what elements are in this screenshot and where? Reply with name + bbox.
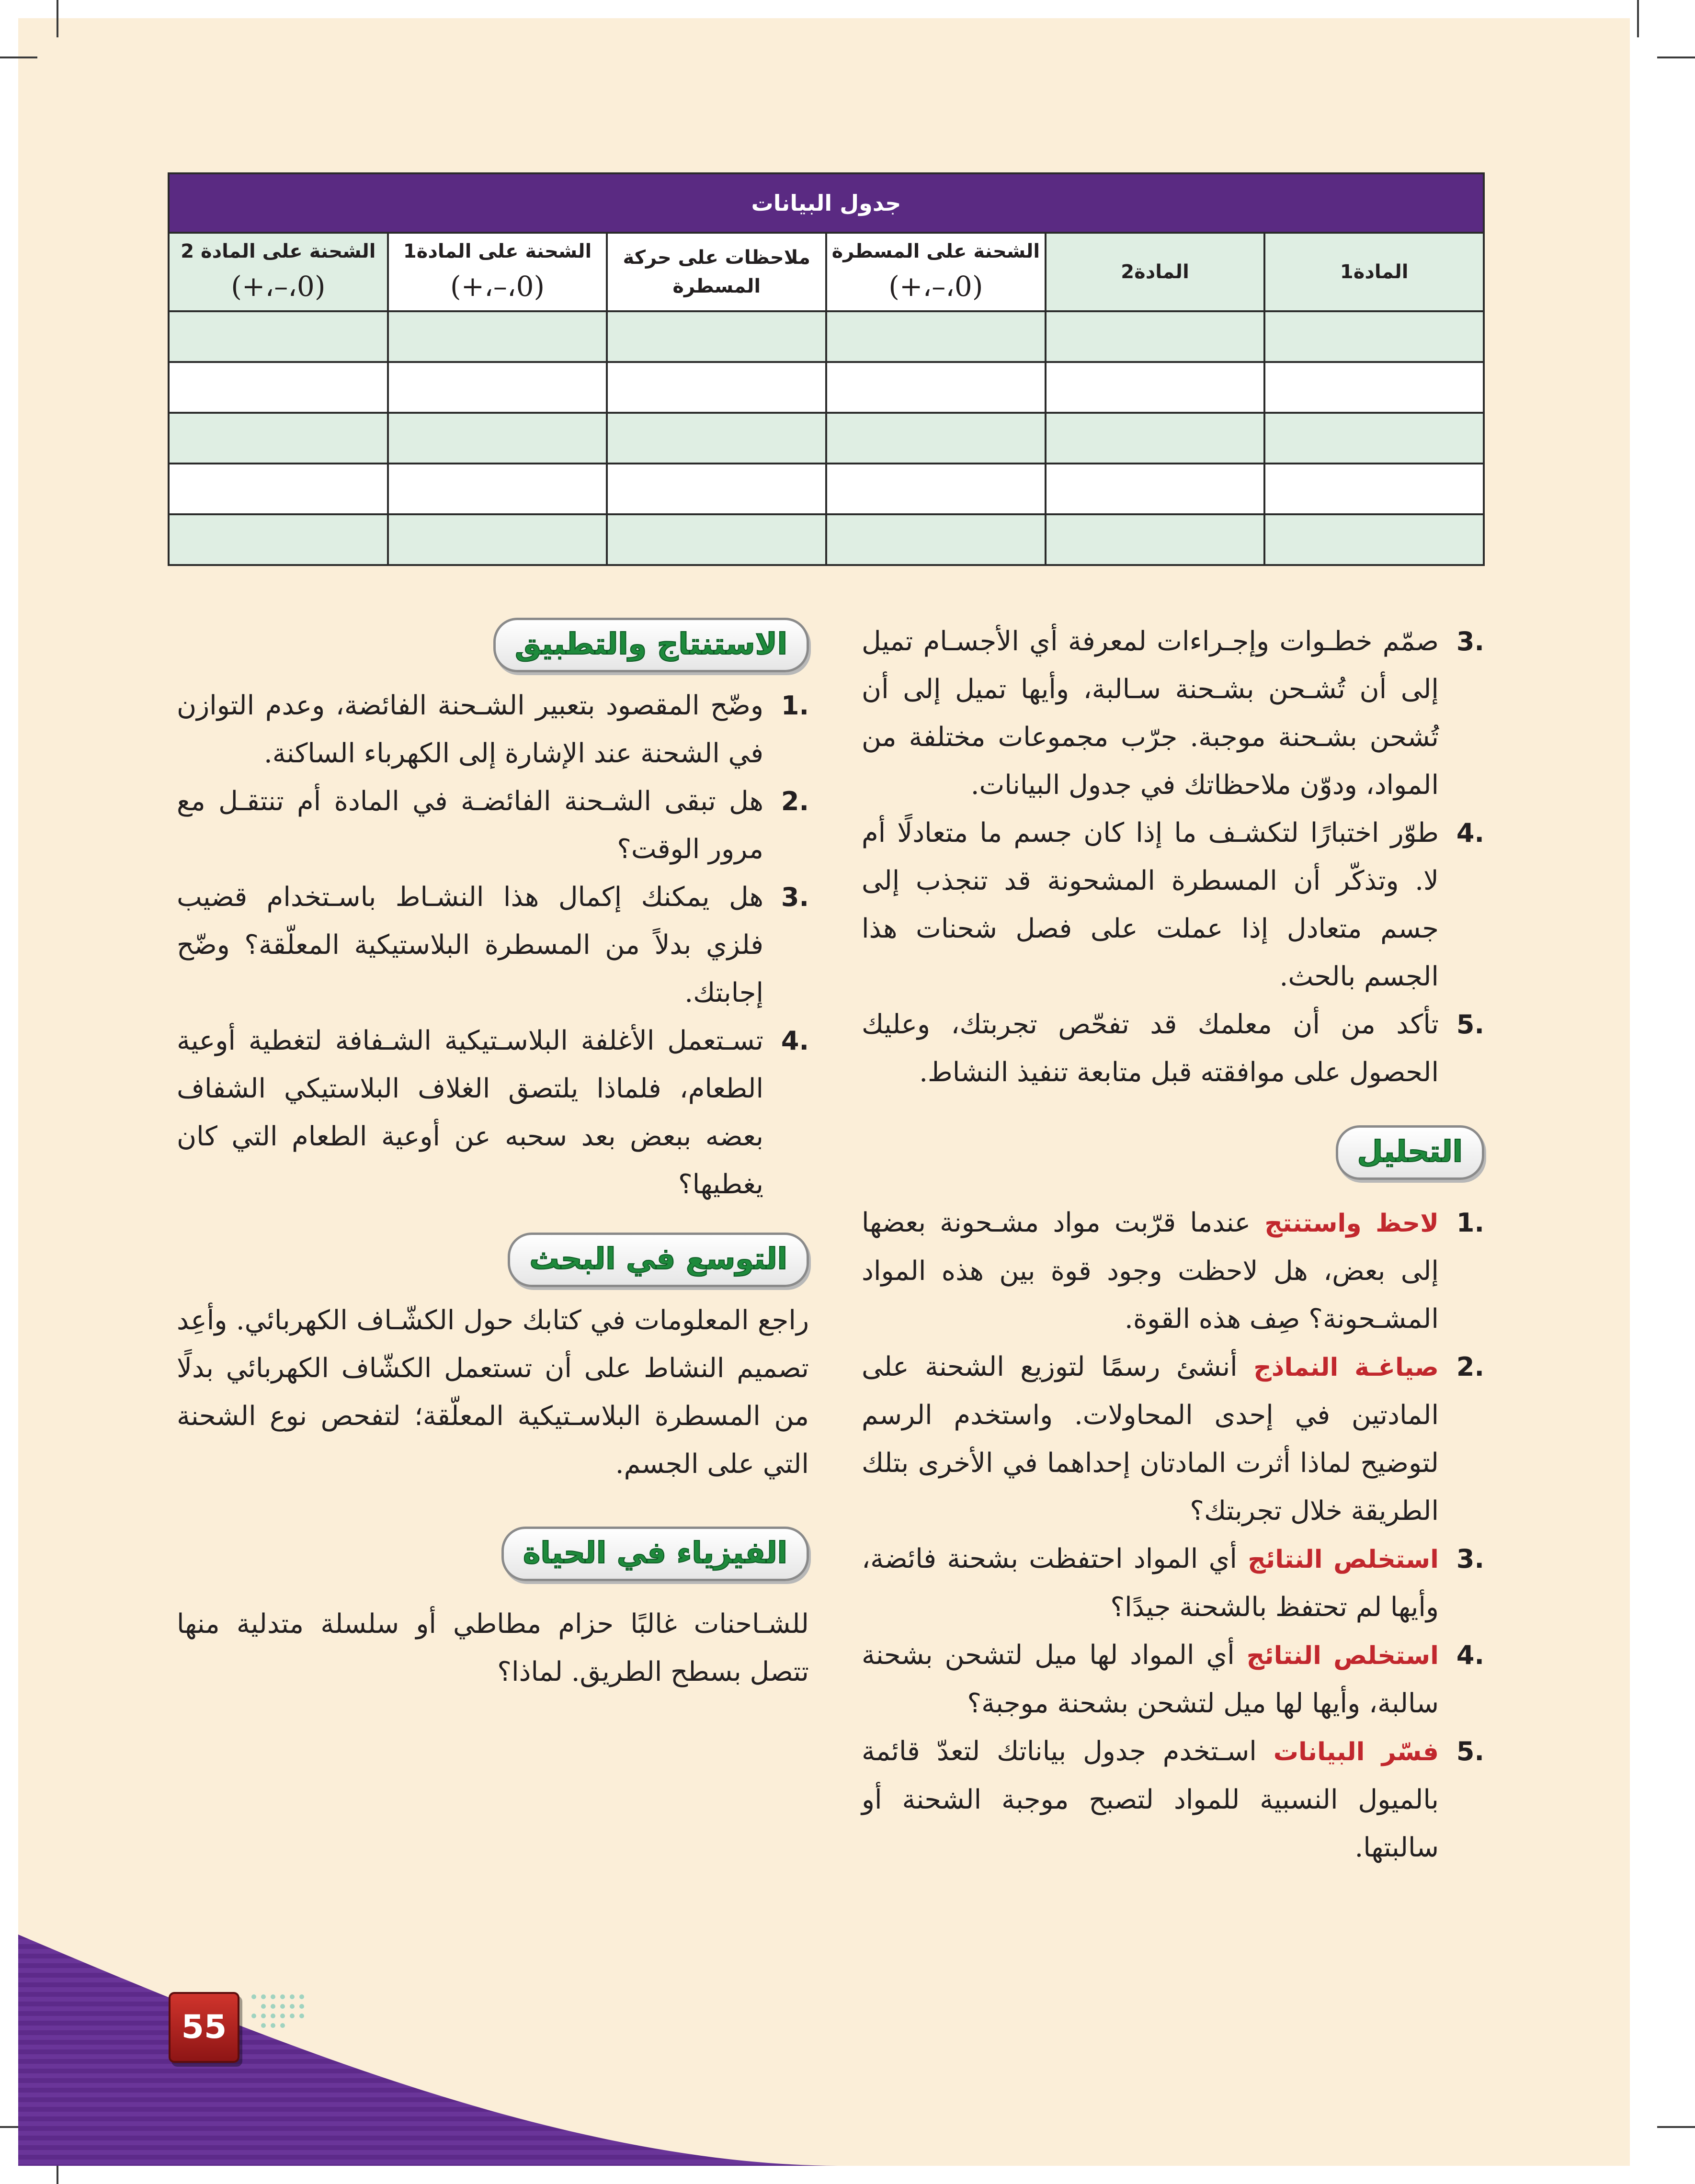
crop-mark bbox=[1637, 0, 1639, 37]
analysis-list bbox=[862, 1199, 1484, 1872]
list-item: 2. صياغـة النماذج أنشئ رسمًا لتوزيع الشحنة على المادتين في إحدى المحاولات. واستخدم الرسم لتوضيح لماذا أثرت المادتان إحداهما في الأخرى بتلك الطريقة خلال تجربتك؟ bbox=[862, 1351, 1484, 1527]
skill-keyword: استخلص النتائج bbox=[1248, 1545, 1439, 1574]
list-item: 4. تسـتعمل الأغلفة البلاسـتيكية الشـفافة لتغطية أوعية الطعام، فلماذا يلتصق الغلاف البلاستيكي الشفاف بعضه ببعض بعد سحبه عن أوعية الطعام التي كان يغطيها؟ bbox=[177, 1025, 809, 1200]
table-row bbox=[169, 362, 1484, 413]
list-item: 1. وضّح المقصود بتعبير الشـحنة الفائضة، وعدم التوازن في الشحنة عند الإشارة إلى الكهرباء الساكنة. bbox=[177, 690, 809, 769]
conclusion-heading: الاستنتاج والتطبيق bbox=[493, 618, 809, 672]
list-item: 2. هل تبقى الشـحنة الفائضـة في المادة أم تنتقـل مع مرور الوقت؟ bbox=[177, 786, 809, 865]
page-number: 55 bbox=[169, 1992, 239, 2063]
table-row bbox=[169, 311, 1484, 362]
crop-mark bbox=[1657, 57, 1695, 58]
table-row bbox=[169, 514, 1484, 565]
charge-symbols: (+،–،0) bbox=[888, 270, 983, 303]
right-column bbox=[862, 618, 1484, 1872]
purple-wave-decoration bbox=[0, 1915, 1695, 2184]
left-column bbox=[177, 618, 809, 1696]
table-title: جدول البيانات bbox=[169, 173, 1484, 233]
physics-life-heading: الفيزياء في الحياة bbox=[501, 1527, 809, 1581]
analysis-heading: التحليل bbox=[1336, 1125, 1484, 1180]
skill-keyword: صياغـة النماذج bbox=[1253, 1353, 1439, 1382]
skill-keyword: فسّر البيانات bbox=[1273, 1738, 1439, 1766]
research-heading-wrap bbox=[177, 1233, 809, 1287]
dots-decoration bbox=[249, 1992, 316, 2037]
crop-mark bbox=[0, 57, 37, 58]
physics-life-paragraph: للشـاحنات غالبًا حزام مطاطي أو سلسلة متدلية منها تتصل بسطح الطريق. لماذا؟ bbox=[177, 1608, 809, 1687]
table-row bbox=[169, 413, 1484, 464]
table-header-material1-charge: الشحنة على المادة1 (+،–،0) bbox=[388, 233, 607, 311]
list-item: 5. فسّر البيانات اسـتخدم جدول بياناتك لتعدّ قائمة بالميول النسبية للمواد لتصبح موجبة الشحنة أو سالبتها. bbox=[862, 1736, 1484, 1863]
crop-mark bbox=[57, 0, 58, 37]
table-header-material2: المادة2 bbox=[1046, 233, 1265, 311]
list-item: 3. هل يمكنك إكمال هذا النشـاط باسـتخدام قضيب فلزي بدلاً من المسطرة البلاستيكية المعلّقة؟ وضّح إجابتك. bbox=[177, 882, 809, 1008]
list-item: 1. لاحظ واستنتج عندما قرّبت مواد مشـحونة بعضها إلى بعض، هل لاحظت وجود قوة بين هذه المواد المشـحونة؟ صِف هذه القوة. bbox=[862, 1207, 1484, 1335]
data-table bbox=[168, 172, 1485, 566]
skill-keyword: لاحظ واستنتج bbox=[1264, 1209, 1439, 1238]
table-header-material2-charge: الشحنة على المادة 2 (+،–،0) bbox=[169, 233, 388, 311]
list-item: 3. استخلص النتائج أي المواد احتفظت بشحنة فائضة، وأيها لم تحتفظ بالشحنة جيدًا؟ bbox=[862, 1543, 1484, 1623]
table-header-material1: المادة1 bbox=[1264, 233, 1484, 311]
skill-keyword: استخلص النتائج bbox=[1246, 1641, 1439, 1670]
procedure-list bbox=[862, 618, 1484, 1097]
conclusion-list bbox=[177, 682, 809, 1209]
charge-symbols: (+،–،0) bbox=[231, 270, 326, 303]
table-header-ruler-notes: ملاحظات على حركة المسطرة bbox=[607, 233, 826, 311]
table-row bbox=[169, 464, 1484, 514]
charge-symbols: (+،–،0) bbox=[450, 270, 545, 303]
research-paragraph: راجع المعلومات في كتابك حول الكشّـاف الكهربائي. وأعِد تصميم النشاط على أن تستعمل الكشّاف الكهربائي بدلًا من المسطرة البلاسـتيكية المعلّقة؛ لتفحص نوع الشحنة التي على الجسم. bbox=[177, 1305, 809, 1480]
list-item: 4. استخلص النتائج أي المواد لها ميل لتشحن بشحنة سالبة، وأيها لها ميل لتشحن بشحنة موجبة؟ bbox=[862, 1640, 1484, 1719]
analysis-heading-wrap bbox=[862, 1125, 1484, 1180]
list-item: 4. طوّر اختبارًا لتكشـف ما إذا كان جسم ما متعادلًا أم لا. وتذكّر أن المسطرة المشحونة قد تنجذب إلى جسم متعادل إذا عملت على فصل شحنات هذا الجسم بالحث. bbox=[862, 817, 1484, 992]
table-header-ruler-charge: الشحنة على المسطرة (+،–،0) bbox=[826, 233, 1046, 311]
list-item: 3. صمّم خطـوات وإجـراءات لمعرفة أي الأجسـام تميل إلى أن تُشـحن بشـحنة سـالبة، وأيها تميل إلى أن تُشحن بشـحنة موجبة. جرّب مجموعات مختلفة من المواد، ودوّن ملاحظاتك في جدول البيانات. bbox=[862, 626, 1484, 801]
list-item: 5. تأكد من أن معلمك قد تفحّص تجربتك، وعليك الحصول على موافقته قبل متابعة تنفيذ النشاط. bbox=[862, 1009, 1484, 1088]
conclusion-heading-wrap bbox=[177, 618, 809, 672]
physics-life-heading-wrap bbox=[177, 1527, 809, 1581]
research-heading: التوسع في البحث bbox=[508, 1233, 809, 1287]
